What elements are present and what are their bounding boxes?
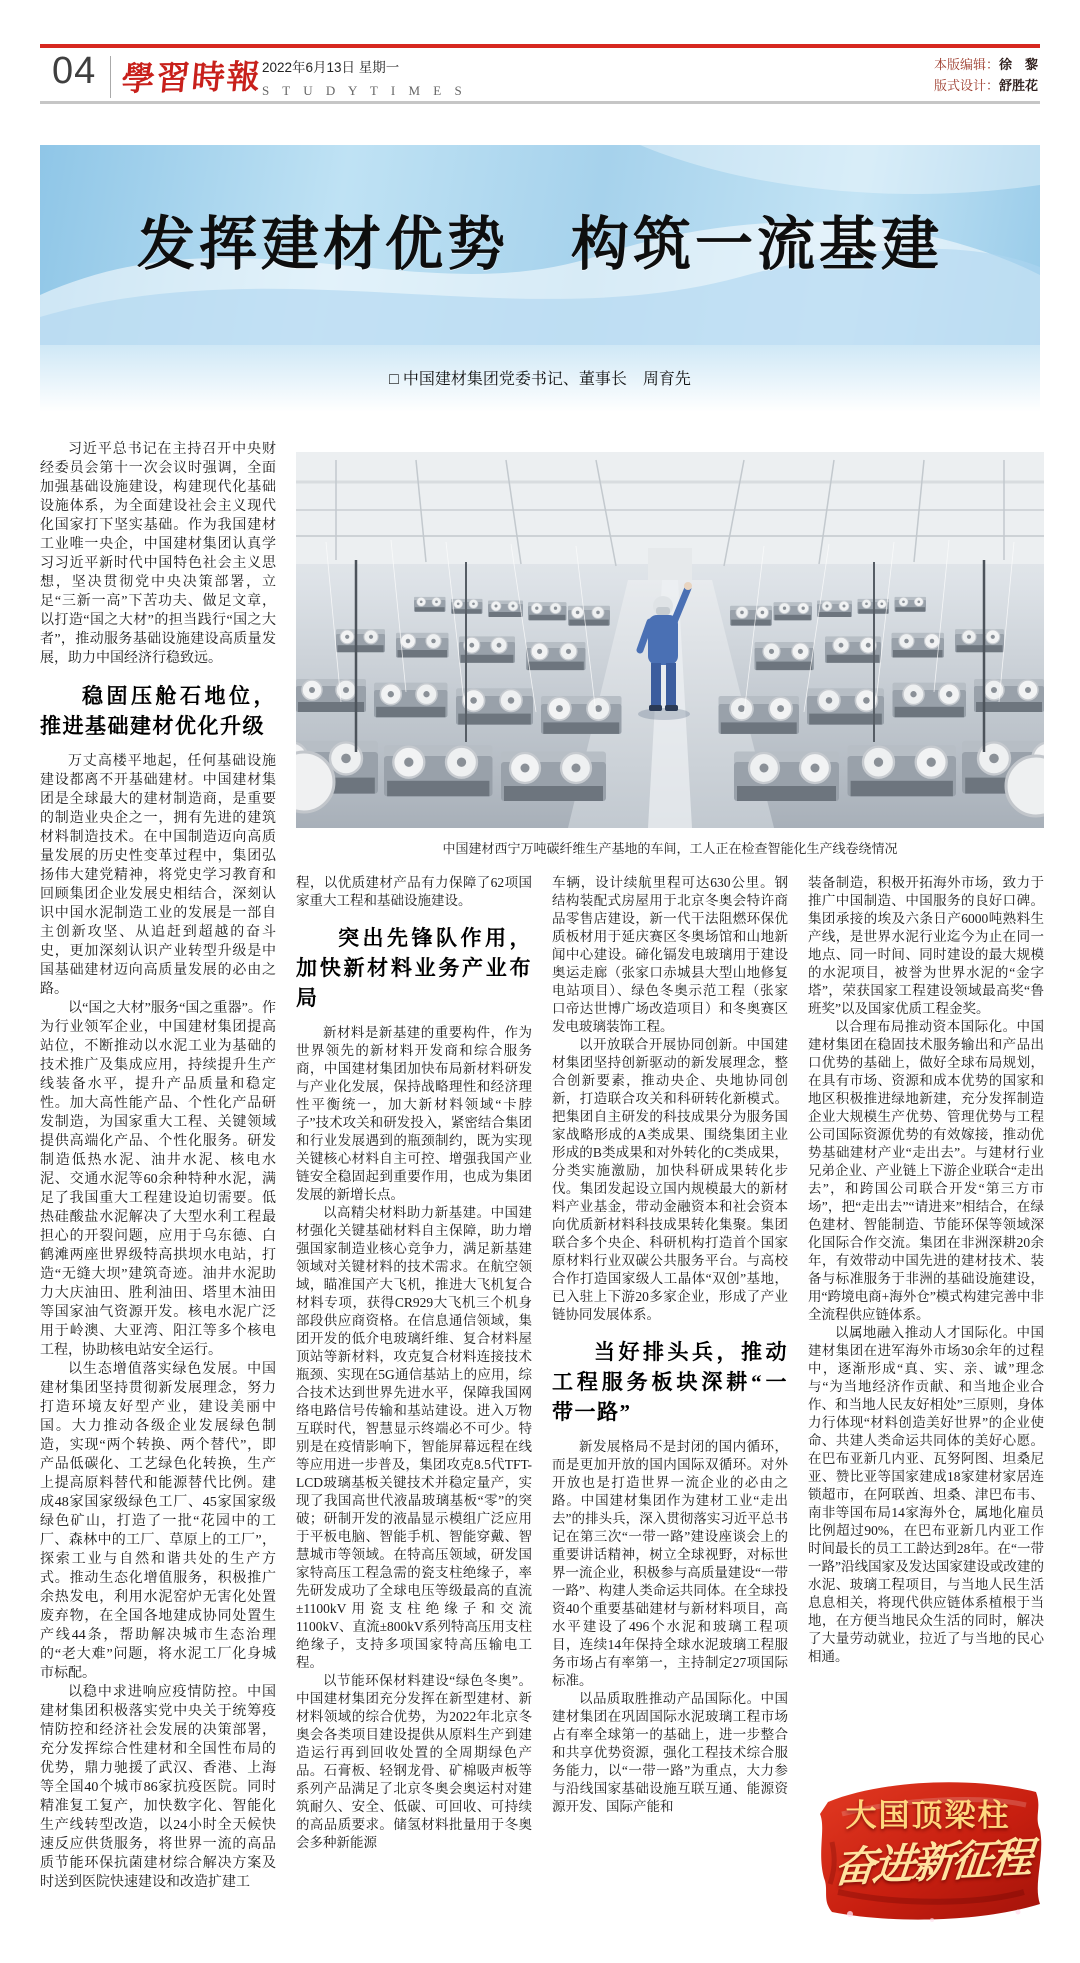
header-date-block [262, 56, 467, 99]
designer-label: 版式设计： [933, 78, 999, 93]
masthead-logo: 學習時報 [119, 59, 264, 99]
paragraph: 以高精尖材料助力新基建。中国建材强化关键基础材料自主保障，助力增强国家制造业核心竞争力，满足新基建领域对关键材料的技术需求。在航空领域，瞄准国产大飞机，推进大飞机复合材料专项，获得CR929大飞机三个机身部段供应商资格。在信息通信领域，集团开发的低介电玻璃纤维、复合材料屋顶站等新材料，攻克复合材料连接技术瓶颈、实现在5G通信基站上的应用，综合技术达到世界先进水平，保障我国网络电路信号传输和基站建设。进入万物互联时代，智慧显示终端必不可少。特别是在疫情影响下，智能屏幕远程在线等应用进一步普及，集团攻克8.5代TFT-LCD玻璃基板关键技术并稳定量产，实现了我国高世代液晶玻璃基板“零”的突破；研制开发的液晶显示模组广泛应用于平板电脑、智能手机、智能穿戴、智慧城市等领域。在特高压领域，研发国家特高压工程急需的瓷支柱绝缘子，率先研发成功了全球电压等级最高的直流±1100kV用瓷支柱绝缘子和交流1100kV、直流±800kV系列特高压用支柱绝缘子，支持多项国家特高压输电工程。 [296, 1205, 532, 1670]
page-number: 04 [52, 50, 97, 92]
masthead-english: S T U D Y T I M E S [262, 83, 467, 98]
paragraph: 习近平总书记在主持召开中央财经委员会第十一次会议时强调，全面加强基础设施建设，构建现代化基础设施体系，为全面建设社会主义现代化国家打下坚实基础。作为我国建材工业唯一央企，中国建材集团认真学习习近平新时代中国特色社会主义思想，坚决贯彻党中央决策部署，立足“三新一高”下苦功夫、做足文章，以打造“国之大材”的担当践行“国之大者”，推动服务基础设施建设高质量发展，助力中国经济行稳致远。 [40, 442, 276, 666]
photo-caption: 中国建材西宁万吨碳纤维生产基地的车间，工人正在检查智能化生产线卷绕情况 [442, 841, 898, 856]
paragraph: 新材料是新基建的重要构件，作为世界领先的新材料开发商和综合服务商，中国建材集团加快布局新材料研发与产业化发展，保持战略理性和经济理性平衡统一，加大新材料领域“卡脖子”技术攻关和研发投入，紧密结合集团和行业发展遇到的瓶颈制约，既为实现关键核心材料自主可控、增强我国产业链安全稳固起到重要作用，也成为集团发展的新增长点。 [296, 1025, 532, 1202]
designer-name: 舒胜花 [998, 78, 1038, 93]
factory-photo-illustration [296, 452, 1044, 828]
editor-label: 本版编辑： [933, 57, 999, 72]
paragraph: 新发展格局不是封闭的国内循环，而是更加开放的国内国际双循环。对外开放也是打造世界一流企业的必由之路。中国建材集团作为建材工业“走出去”的排头兵，深入贯彻落实习近平总书记在第三次“一带一路”建设座谈会上的重要讲话精神，树立全球视野，对标世界一流企业，积极参与高质量建设“一带一路”、构建人类命运共同体。在全球投资40个重要基础建材与新材料项目，高水平建设了496个水泥和玻璃工程项目，连续14年保持全球水泥玻璃工程服务市场占有率第一，主持制定27项国际标准。 [552, 1439, 788, 1688]
subheading-1: 稳固压舱石地位，推进基础建材优化升级 [40, 684, 276, 738]
paragraph: 以稳中求进响应疫情防控。中国建材集团积极落实党中央关于统筹疫情防控和经济社会发展的决策部署，充分发挥综合性建材和全国性布局的优势，鼎力驰援了武汉、香港、上海等全国40个城市86家抗疫医院。同时精准复工复产，加快数字化、智能化生产线转型改造，以24小时全天候快速反应供货服务，将世界一流的高品质节能环保抗菌建材综合解决方案及时送到医院快速建设和改造扩建工 [40, 1685, 276, 1890]
subheading-3: 当好排头兵，推动工程服务板块深耕“一带一路” [552, 1340, 788, 1424]
editor-line [934, 54, 1038, 75]
paragraph: 以生态增值落实绿色发展。中国建材集团坚持贯彻新发展理念，努力打造环境友好型产业，建设美丽中国。大力推动各级企业发展绿色制造，实现“两个转换、两个替代”，即产品低碳化、工艺绿色化转换，生产上提高原料替代和能源替代比例。建成48家国家级绿色工厂、45家国家级绿色矿山，打造了一批“花园中的工厂、森林中的工厂、草原上的工厂”，探索工业与自然和谐共处的生产方式。推动生态化增值服务，积极推广余热发电，利用水泥窑炉无害化处置废弃物，在全国各地建成协同处置生产线44条，帮助解决城市生态治理的“老大难”问题，将水泥工厂化身城市标配。 [40, 1362, 276, 1681]
headline-banner [40, 145, 1040, 345]
paragraph: 以节能环保材料建设“绿色冬奥”。中国建材集团充分发挥在新型建材、新材料领域的综合优势，为2022年北京冬奥会各类项目建设提供从原料生产到建造运行再到回收处置的全周期绿色产品。石膏板、轻钢龙骨、矿棉吸声板等系列产品满足了北京冬奥会奥运村对建筑耐久、安全、低碳、可回收、可持续的高品质要求。储氢材料批量用于冬奥会多种新能源 [296, 1673, 532, 1850]
editor-name: 徐 黎 [998, 57, 1038, 72]
paragraph: 以开放联合开展协同创新。中国建材集团坚持创新驱动的新发展理念，整合创新要素，推动央企、央地协同创新，打造联合攻关和科研转化新模式。把集团自主研发的科技成果分为服务国家战略形成的A类成果、围绕集团主业形成的B类成果和对外转化的C类成果，分类实施激励，加快科研成果转化步伐。集团发起设立国内规模最大的新材料产业基金，带动金融资本和社会资本向优质新材料科技成果转化集聚。集团联合多个央企、科研机构打造首个国家原材料行业双碳公共服务平台。与高校合作打造国家级人工晶体“双创”基地，已入驻上下游20多家企业，形成了产业链协同发展体系。 [552, 1037, 788, 1322]
designer-line [934, 75, 1038, 96]
factory-photo [296, 452, 1044, 828]
subheading-2: 突出先锋队作用，加快新材料业务产业布局 [296, 926, 532, 1010]
paragraph: 程，以优质建材产品有力保障了62项国家重大工程和基础设施建设。 [296, 875, 532, 908]
header-divider [110, 56, 111, 98]
campaign-badge [812, 1772, 1044, 1924]
text-column-4 [808, 874, 1044, 1770]
article-headline: 发挥建材优势 构筑一流基建 [136, 212, 943, 277]
top-red-rule [40, 44, 1040, 48]
paragraph: 以品质取胜推动产品国际化。中国建材集团在巩固国际水泥玻璃工程市场占有率全球第一的基础上，进一步整合和共享优势资源，强化工程技术综合服务能力，以“一带一路”为重点，大力参与沿线国家基础设施互联互通、能源资源开发、国际产能和 [552, 1691, 788, 1814]
header-gray-rule [40, 101, 1040, 104]
paragraph: 装备制造，积极开拓海外市场，致力于推广中国制造、中国服务的良好口碑。集团承接的埃及六条日产6000吨熟料生产线，是世界水泥行业迄今为止在同一地点、同一时间、同时建设的最大规模的水泥项目，被誉为世界水泥的“金字塔”，荣获国家工程建设领域最高奖“鲁班奖”以及国家优质工程金奖。 [808, 875, 1044, 1016]
paragraph: 以“国之大材”服务“国之重器”。作为行业领军企业，中国建材集团提高站位，不断推动以水泥工业为基础的技术推广及集成应用，持续提升生产线装备水平，提升产品质量和稳定性。加大高性能产品、个性化产品研发制造，为国家重大工程、关键领域提供高端化产品、个性化服务。研发制造低热水泥、油井水泥、核电水泥、交通水泥等60余种特种水泥，满足了我国重大工程建设迫切需要。低热硅酸盐水泥解决了大型水利工程最担心的开裂问题，应用于乌东德、白鹤滩两座世界级特高拱坝水电站，打造“无缝大坝”建筑奇迹。油井水泥助力大庆油田、胜利油田、塔里木油田等国家油气资源开发。核电水泥广泛用于岭澳、大亚湾、阳江等多个核电工程，协助核电站安全运行。 [40, 1001, 276, 1358]
paragraph: 万丈高楼平地起，任何基础设施建设都离不开基础建材。中国建材集团是全球最大的建材制造商，是重要的制造业央企之一，拥有先进的建筑材料制造技术。在中国制造迈向高质量发展的历史性变革过程中，集团弘扬伟大建党精神，将党史学习教育和回顾集团企业发展史相结合，深刻认识中国水泥制造工业的发展是一部自主创新攻坚、从追赶到超越的奋斗史，更加深刻认识产业转型升级是中国基础建材迈向高质量发展的必由之路。 [40, 754, 276, 997]
editor-credits [934, 54, 1038, 96]
badge-slogan: 奋进新征程 [831, 1835, 1032, 1893]
badge-title: 大国顶梁柱 [845, 1798, 1011, 1833]
article-byline: □ 中国建材集团党委书记、董事长 周育先 [389, 371, 691, 388]
text-column-2 [296, 874, 532, 1932]
paragraph: 以属地融入推动人才国际化。中国建材集团在进军海外市场30余年的过程中，逐渐形成“真、实、亲、诚”理念与“为当地经济作贡献、和当地企业合作、和当地人民友好相处”三原则，身体力行体现“材料创造美好世界”的企业使命、共建人类命运共同体的美好心愿。在巴布亚新几内亚、瓦努阿图、坦桑尼亚、赞比亚等国家建成18家建材家居连锁超市，在阿联酋、坦桑、津巴布韦、南非等国布局14家海外仓，属地化雇员比例超过90%，在巴布亚新几内亚工作时间最长的员工工龄达到28年。在“一带一路”沿线国家及发达国家建设或改建的水泥、玻璃工程项目，与当地人民生活息息相关，将现代供应链体系植根于当地，在方便当地民众生活的同时，解决了大量劳动就业，拉近了与当地的民心相通。 [808, 1325, 1044, 1664]
paragraph: 以合理布局推动资本国际化。中国建材集团在稳固技术服务输出和产品出口优势的基础上，做好全球布局规划，在具有市场、资源和成本优势的国家和地区积极推进绿地新建，充分发挥制造企业大规模生产优势、管理优势与工程公司国际资源优势的有效嫁接，推动优势基础建材产业“走出去”。与建材行业兄弟企业、产业链上下游企业联合“走出去”，和跨国公司联合开发“第三方市场”，把“走出去”“请进来”相结合，在绿色建材、智能制造、节能环保等领域深化国际合作交流。集团在非洲深耕20余年，有效带动中国先进的建材技术、装备与标准服务于非洲的基础设施建设，用“跨境电商+海外仓”模式构建完善中非全流程供应链体系。 [808, 1019, 1044, 1322]
text-column-1 [40, 440, 276, 1932]
paragraph: 车辆，设计续航里程可达630公里。钢结构装配式房屋用于北京冬奥会特许商品零售店建设，新一代干法阻燃环保优质板材用于延庆赛区冬奥场馆和山地新闻中心建设。碲化镉发电玻璃用于建设奥运走廊（张家口赤城县大型山地修复电站项目）、绿色冬奥示范工程（张家口帝达世博广场改造项目）和冬奥赛区发电玻璃装饰工程。 [552, 875, 788, 1034]
text-column-3 [552, 874, 788, 1932]
edition-date: 2022年6月13日 星期一 [262, 60, 400, 75]
